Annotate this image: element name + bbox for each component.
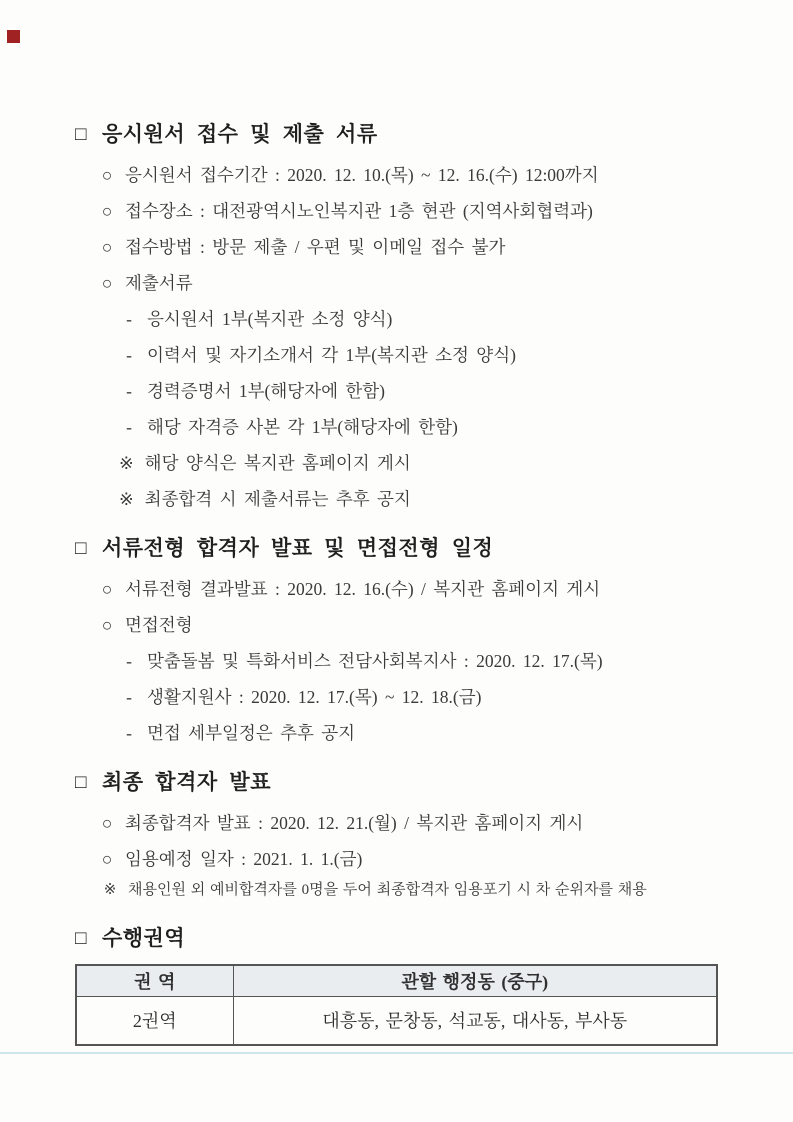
section-title-text: 최종 합격자 발표 xyxy=(101,770,271,794)
section-title xyxy=(75,924,733,954)
note-item xyxy=(75,881,733,900)
dash-bullet-icon: - xyxy=(126,417,132,437)
dash-bullet-icon: - xyxy=(126,651,132,671)
red-corner-mark xyxy=(7,30,20,43)
list-item xyxy=(75,164,733,186)
section-application-docs xyxy=(75,120,733,510)
item-text: 응시원서 1부(복지관 소정 양식) xyxy=(147,309,393,329)
list-item xyxy=(75,848,733,870)
circle-bullet-icon: ○ xyxy=(101,237,113,257)
item-text: 경력증명서 1부(해당자에 한함) xyxy=(147,381,386,401)
section-title-text: 서류전형 합격자 발표 및 면접전형 일정 xyxy=(101,536,494,560)
section-screening-schedule xyxy=(75,534,733,744)
dash-bullet-icon: - xyxy=(126,687,132,707)
circle-bullet-icon: ○ xyxy=(101,201,113,221)
item-text: 맞춤돌봄 및 특화서비스 전담사회복지사 : 2020. 12. 17.(목) xyxy=(147,651,603,671)
reference-mark-icon: ※ xyxy=(103,882,117,898)
circle-bullet-icon: ○ xyxy=(101,615,113,635)
table-row xyxy=(76,996,717,1045)
item-text: 면접 세부일정은 추후 공지 xyxy=(147,723,356,743)
section-title xyxy=(75,534,733,564)
item-text: 접수장소 : 대전광역시노인복지관 1층 현관 (지역사회협력과) xyxy=(125,201,593,221)
table-cell-districts: 대흥동, 문창동, 석교동, 대사동, 부사동 xyxy=(233,996,717,1045)
item-text: 임용예정 일자 : 2021. 1. 1.(금) xyxy=(125,849,363,869)
square-bullet-icon: □ xyxy=(75,928,87,949)
sub-list-item xyxy=(75,380,733,402)
circle-bullet-icon: ○ xyxy=(101,579,113,599)
sub-list-item xyxy=(75,308,733,330)
section-title-text: 수행권역 xyxy=(101,926,186,950)
section-title xyxy=(75,768,733,798)
item-text: 응시원서 접수기간 : 2020. 12. 10.(목) ~ 12. 16.(수) 12:00까지 xyxy=(125,165,599,185)
item-text: 서류전형 결과발표 : 2020. 12. 16.(수) / 복지관 홈페이지 게시 xyxy=(125,579,601,599)
note-item xyxy=(75,452,733,474)
dash-bullet-icon: - xyxy=(126,381,132,401)
square-bullet-icon: □ xyxy=(75,772,87,793)
square-bullet-icon: □ xyxy=(75,124,87,145)
note-item xyxy=(75,488,733,510)
divider-line xyxy=(0,1052,793,1054)
list-item xyxy=(75,272,733,294)
sub-list-item xyxy=(75,416,733,438)
item-text: 해당 자격증 사본 각 1부(해당자에 한함) xyxy=(147,417,458,437)
list-item xyxy=(75,812,733,834)
item-text: 최종합격 시 제출서류는 추후 공지 xyxy=(144,489,411,509)
item-text: 접수방법 : 방문 제출 / 우편 및 이메일 접수 불가 xyxy=(125,237,506,257)
item-text: 면접전형 xyxy=(125,615,193,635)
service-area-table xyxy=(75,964,718,1046)
circle-bullet-icon: ○ xyxy=(101,273,113,293)
item-text: 제출서류 xyxy=(125,273,193,293)
item-text: 채용인원 외 예비합격자를 0명을 두어 최종합격자 임용포기 시 차 순위자를 채용 xyxy=(128,882,647,898)
circle-bullet-icon: ○ xyxy=(101,849,113,869)
list-item xyxy=(75,200,733,222)
dash-bullet-icon: - xyxy=(126,723,132,743)
section-service-area xyxy=(75,924,733,1054)
table-cell-region: 2권역 xyxy=(76,996,233,1045)
table-header-region: 권 역 xyxy=(76,965,233,996)
list-item xyxy=(75,614,733,636)
item-text: 생활지원사 : 2020. 12. 17.(목) ~ 12. 18.(금) xyxy=(147,687,482,707)
item-text: 최종합격자 발표 : 2020. 12. 21.(월) / 복지관 홈페이지 게시 xyxy=(125,813,584,833)
list-item xyxy=(75,578,733,600)
reference-mark-icon: ※ xyxy=(119,453,134,473)
dash-bullet-icon: - xyxy=(126,345,132,365)
table-header-row xyxy=(76,965,717,996)
sub-list-item xyxy=(75,722,733,744)
square-bullet-icon: □ xyxy=(75,538,87,559)
section-title xyxy=(75,120,733,150)
reference-mark-icon: ※ xyxy=(119,489,134,509)
section-title-text: 응시원서 접수 및 제출 서류 xyxy=(101,122,378,146)
sub-list-item xyxy=(75,650,733,672)
circle-bullet-icon: ○ xyxy=(101,813,113,833)
section-final-results xyxy=(75,768,733,900)
dash-bullet-icon: - xyxy=(126,309,132,329)
list-item xyxy=(75,236,733,258)
sub-list-item xyxy=(75,686,733,708)
table-header-districts: 관할 행정동 (중구) xyxy=(233,965,717,996)
item-text: 해당 양식은 복지관 홈페이지 게시 xyxy=(144,453,411,473)
circle-bullet-icon: ○ xyxy=(101,165,113,185)
item-text: 이력서 및 자기소개서 각 1부(복지관 소정 양식) xyxy=(147,345,516,365)
sub-list-item xyxy=(75,344,733,366)
